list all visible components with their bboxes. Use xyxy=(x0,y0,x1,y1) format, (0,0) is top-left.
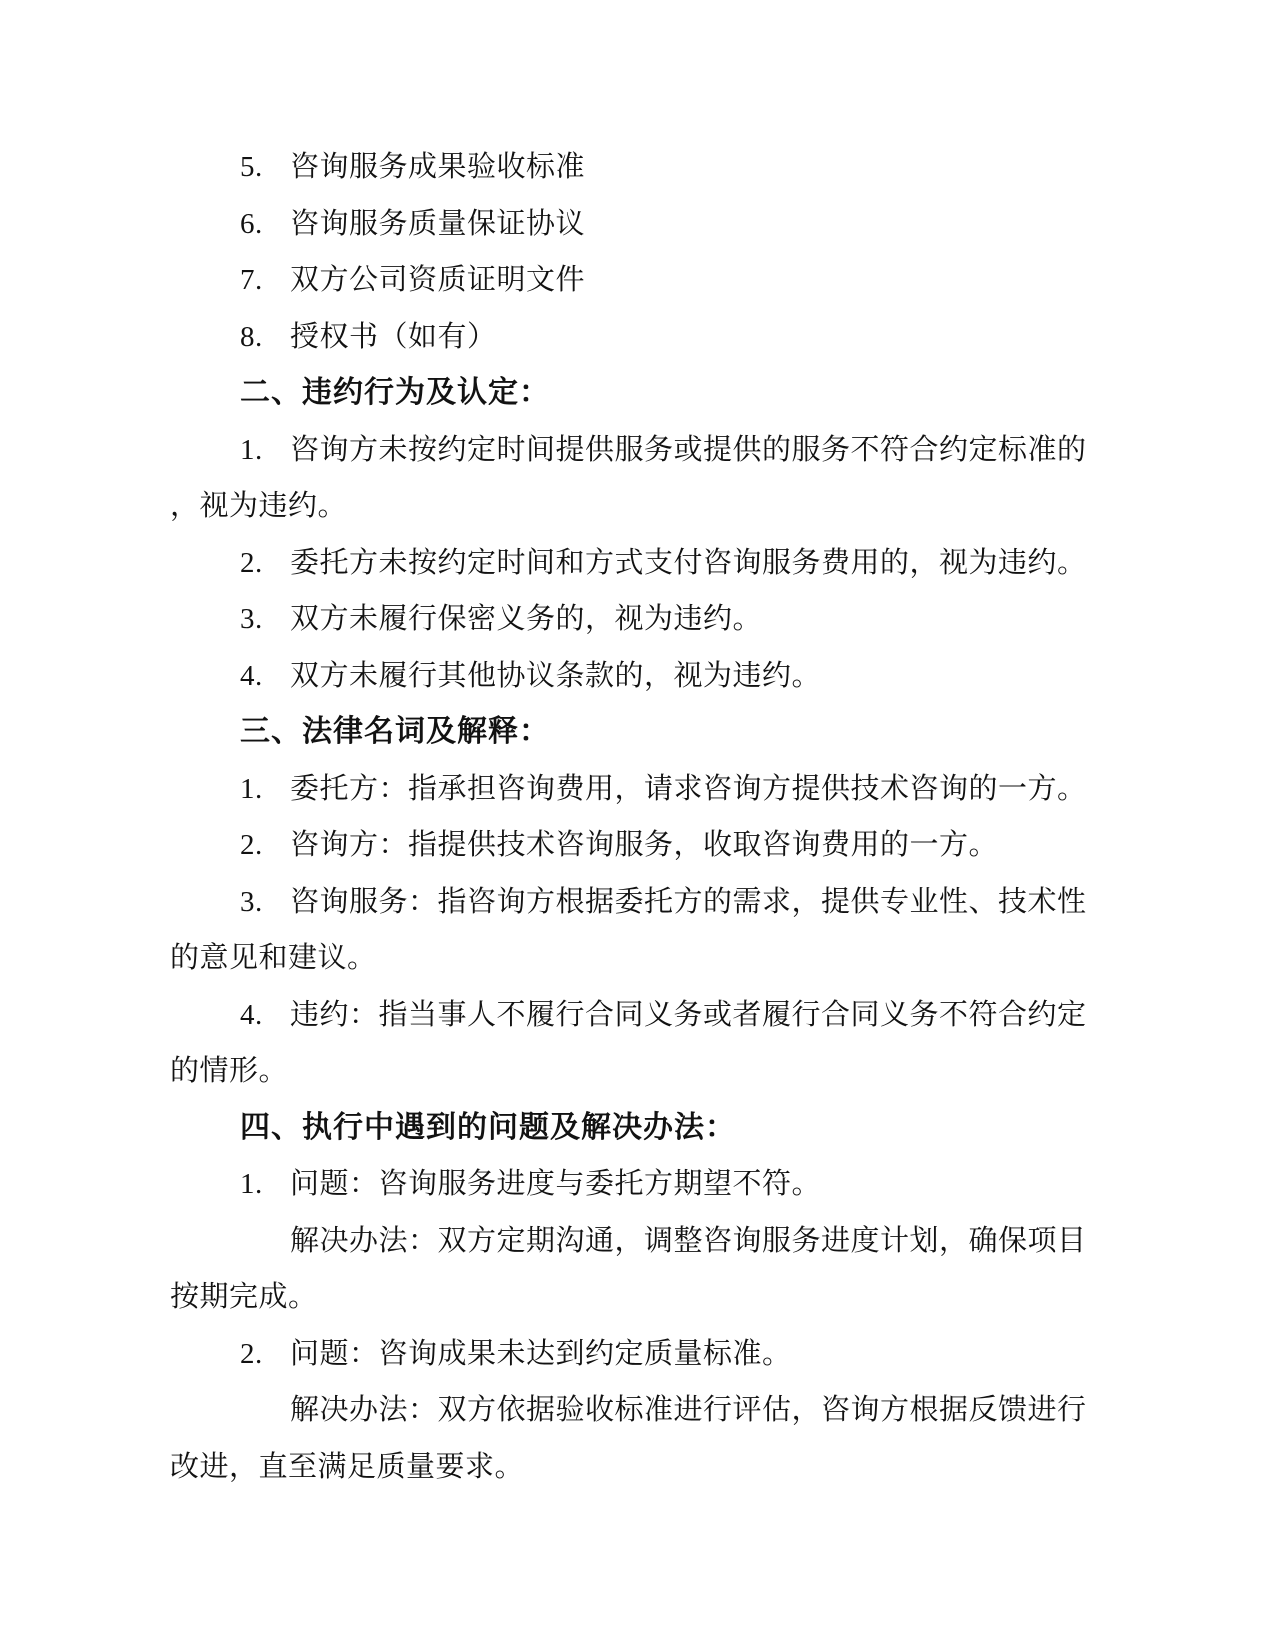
continuation-line: 按期完成。 xyxy=(170,1281,318,1313)
item-number: 5. xyxy=(240,151,263,183)
item-number: 4. xyxy=(240,659,263,692)
item-text: 双方公司资质证明文件 xyxy=(290,264,586,296)
numbered-item xyxy=(170,817,1100,874)
numbered-item xyxy=(170,1326,1100,1383)
item-number: 2. xyxy=(240,546,263,579)
numbered-item xyxy=(170,874,1100,931)
solution-line: 解决办法：双方依据验收标准进行评估，咨询方根据反馈进行 xyxy=(290,1394,1087,1426)
continuation-line: ，视为违约。 xyxy=(170,490,348,522)
numbered-item xyxy=(170,422,1100,479)
item-text: 委托方：指承担咨询费用，请求咨询方提供技术咨询的一方。 xyxy=(290,772,1087,805)
item-text: 委托方未按约定时间和方式支付咨询服务费用的，视为违约。 xyxy=(290,546,1087,579)
item-number: 3. xyxy=(240,885,263,918)
item-number: 6. xyxy=(240,207,263,240)
item-number: 1. xyxy=(240,433,263,466)
numbered-item xyxy=(170,309,1100,366)
item-text: 咨询服务质量保证协议 xyxy=(290,207,586,240)
item-number: 3. xyxy=(240,603,263,635)
numbered-item xyxy=(170,139,1100,196)
continuation-line: 改进，直至满足质量要求。 xyxy=(170,1450,525,1483)
numbered-item xyxy=(170,252,1100,309)
item-text: 问题：咨询服务进度与委托方期望不符。 xyxy=(290,1168,822,1200)
item-number: 2. xyxy=(240,829,263,861)
item-number: 8. xyxy=(240,320,263,353)
item-text: 咨询服务：指咨询方根据委托方的需求，提供专业性、技术性 xyxy=(290,885,1087,918)
item-text: 问题：咨询成果未达到约定质量标准。 xyxy=(290,1337,792,1370)
numbered-item xyxy=(170,648,1100,705)
section-heading: 三、法律名词及解释： xyxy=(240,715,550,748)
numbered-item xyxy=(170,987,1100,1044)
numbered-item xyxy=(170,591,1100,648)
numbered-item xyxy=(170,1156,1100,1213)
document-body xyxy=(170,139,1100,1495)
item-text: 双方未履行保密义务的，视为违约。 xyxy=(290,603,763,635)
item-number: 1. xyxy=(240,772,263,805)
numbered-item xyxy=(170,761,1100,818)
item-text: 咨询服务成果验收标准 xyxy=(290,151,586,183)
item-text: 咨询方：指提供技术咨询服务，收取咨询费用的一方。 xyxy=(290,829,999,861)
numbered-item xyxy=(170,196,1100,253)
item-text: 咨询方未按约定时间提供服务或提供的服务不符合约定标准的 xyxy=(290,433,1087,466)
item-text: 双方未履行其他协议条款的，视为违约。 xyxy=(290,659,822,692)
section-heading: 四、执行中遇到的问题及解决办法： xyxy=(240,1110,736,1144)
item-number: 7. xyxy=(240,264,263,296)
continuation-line: 的意见和建议。 xyxy=(170,942,377,974)
item-number: 4. xyxy=(240,998,263,1031)
item-number: 2. xyxy=(240,1337,263,1370)
continuation-line: 的情形。 xyxy=(170,1055,289,1087)
section-heading: 二、违约行为及认定： xyxy=(240,376,550,409)
solution-line: 解决办法：双方定期沟通，调整咨询服务进度计划，确保项目 xyxy=(290,1224,1087,1257)
item-text: 授权书（如有） xyxy=(290,320,497,353)
item-text: 违约：指当事人不履行合同义务或者履行合同义务不符合约定 xyxy=(290,998,1087,1031)
item-number: 1. xyxy=(240,1168,263,1200)
numbered-item xyxy=(170,535,1100,592)
